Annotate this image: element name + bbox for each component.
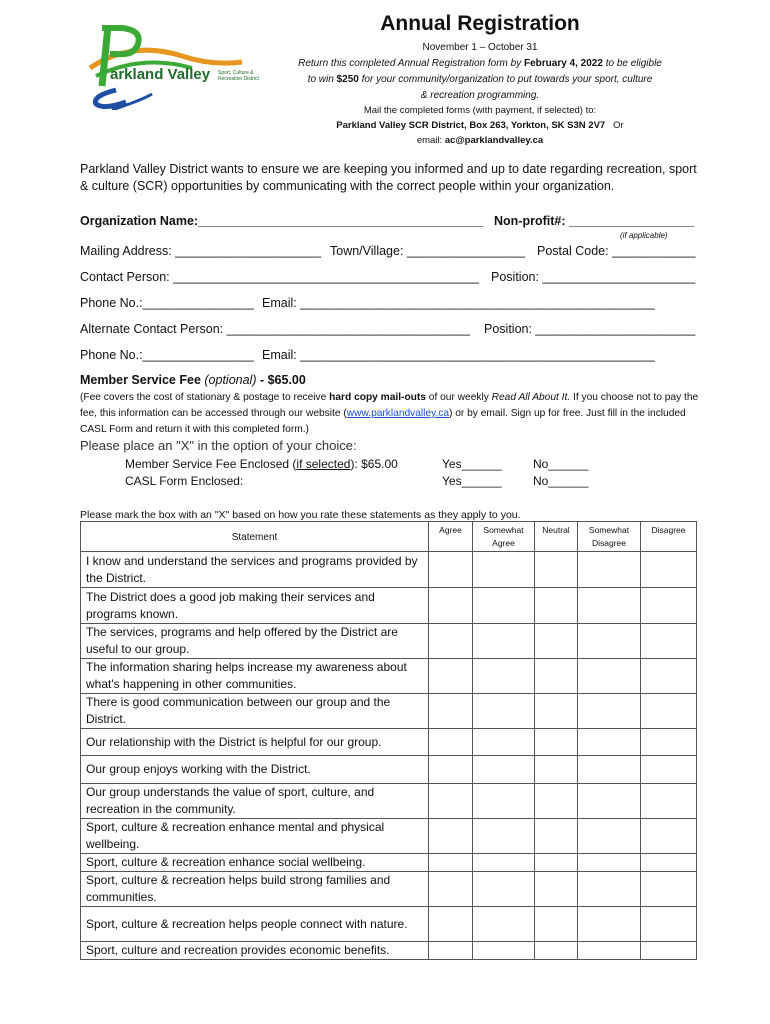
rating-box-somewhat-agree[interactable] [473,872,535,907]
rating-box-somewhat-agree[interactable] [473,819,535,854]
rating-box-neutral[interactable] [535,854,578,872]
rating-box-somewhat-disagree[interactable] [578,729,641,756]
rating-box-disagree[interactable] [641,756,697,784]
rating-box-agree[interactable] [429,756,473,784]
parkland-valley-logo [82,20,267,110]
registration-dates: November 1 – October 31 [422,42,538,53]
rating-box-disagree[interactable] [641,552,697,588]
statement-cell: The District does a good job making their services and programs known. [81,588,429,624]
rating-instructions: Please mark the box with an "X" based on how you rate these statements as they apply to you. [80,509,521,521]
rating-box-disagree[interactable] [641,872,697,907]
rating-box-neutral[interactable] [535,694,578,729]
statement-cell: There is good communication between our group and the District. [81,694,429,729]
rating-box-neutral[interactable] [535,942,578,960]
rating-box-neutral[interactable] [535,907,578,942]
rating-box-neutral[interactable] [535,552,578,588]
website-link[interactable]: www.parklandvalley.ca [346,408,450,419]
rating-box-somewhat-disagree[interactable] [578,552,641,588]
email-field[interactable]: Email: ___________________________________________________ [262,296,655,310]
table-row [81,588,697,624]
casl-option-label: CASL Form Enclosed: [125,474,244,488]
if-applicable-note: (if applicable) [620,231,668,240]
table-row [81,784,697,819]
choice-prompt: Please place an "X" in the option of your choice: [80,438,357,453]
table-row [81,729,697,756]
rating-box-somewhat-disagree[interactable] [578,756,641,784]
rating-box-neutral[interactable] [535,819,578,854]
casl-no[interactable]: No______ [533,474,589,488]
rating-box-disagree[interactable] [641,624,697,659]
rating-box-agree[interactable] [429,659,473,694]
header-somewhat-agree: Somewhat Agree [473,522,535,552]
rating-box-somewhat-agree[interactable] [473,552,535,588]
rating-box-neutral[interactable] [535,729,578,756]
rating-box-agree[interactable] [429,552,473,588]
table-row [81,659,697,694]
table-row [81,907,697,942]
rating-box-somewhat-agree[interactable] [473,729,535,756]
rating-box-disagree[interactable] [641,659,697,694]
phone-field[interactable]: Phone No.:________________ [80,296,254,310]
rating-box-somewhat-agree[interactable] [473,659,535,694]
header-somewhat-disagree: Somewhat Disagree [578,522,641,552]
statement-cell: Our group understands the value of sport, culture, and recreation in the community. [81,784,429,819]
table-row [81,819,697,854]
rating-box-somewhat-agree[interactable] [473,624,535,659]
rating-box-somewhat-disagree[interactable] [578,819,641,854]
rating-box-agree[interactable] [429,819,473,854]
rating-box-disagree[interactable] [641,588,697,624]
nonprofit-field[interactable]: Non-profit#: __________________ [494,214,695,228]
rating-box-somewhat-disagree[interactable] [578,588,641,624]
town-village-field[interactable]: Town/Village: _________________ [330,244,526,258]
rating-box-disagree[interactable] [641,694,697,729]
rating-box-neutral[interactable] [535,756,578,784]
rating-box-agree[interactable] [429,942,473,960]
page-title: Annual Registration [380,12,580,35]
rating-box-agree[interactable] [429,624,473,659]
rating-box-somewhat-agree[interactable] [473,907,535,942]
rating-box-agree[interactable] [429,729,473,756]
rating-rows [81,552,697,960]
logo-tagline: Sport, Culture & Recreation District [218,70,259,82]
alternate-position-field[interactable]: Position: _______________________ [484,322,696,336]
header-agree: Agree [429,522,473,552]
statement-cell: Our group enjoys working with the District. [81,756,429,784]
eligibility-line-3: & recreation programming. [420,90,540,101]
statement-cell: I know and understand the services and programs provided by the District. [81,552,429,588]
rating-box-agree[interactable] [429,872,473,907]
statement-cell: Our relationship with the District is helpful for our group. [81,729,429,756]
rating-box-agree[interactable] [429,907,473,942]
mail-instruction: Mail the completed forms (with payment, if selected) to: [363,105,597,116]
rating-box-neutral[interactable] [535,588,578,624]
rating-box-somewhat-agree[interactable] [473,784,535,819]
rating-box-somewhat-agree[interactable] [473,588,535,624]
alternate-contact-field[interactable]: Alternate Contact Person: ___________________________________ [80,322,470,336]
rating-box-somewhat-disagree[interactable] [578,659,641,694]
rating-box-somewhat-disagree[interactable] [578,907,641,942]
rating-box-disagree[interactable] [641,819,697,854]
contact-email: email: ac@parklandvalley.ca [416,135,544,146]
rating-box-somewhat-agree[interactable] [473,854,535,872]
alternate-email-field[interactable]: Email: ___________________________________________________ [262,348,655,362]
rating-box-disagree[interactable] [641,784,697,819]
rating-header-row [81,522,697,552]
rating-box-somewhat-agree[interactable] [473,694,535,729]
table-row [81,552,697,588]
rating-box-somewhat-disagree[interactable] [578,694,641,729]
position-field[interactable]: Position: ______________________ [491,270,696,284]
rating-box-neutral[interactable] [535,784,578,819]
statement-cell: The services, programs and help offered by the District are useful to our group. [81,624,429,659]
statement-cell: Sport, culture & recreation enhance social wellbeing. [81,854,429,872]
eligibility-line-2: to win $250 for your community/organization to put towards your sport, culture [307,74,653,85]
rating-box-agree[interactable] [429,784,473,819]
logo-graphic [82,20,267,110]
rating-box-somewhat-disagree[interactable] [578,624,641,659]
member-fee-title: Member Service Fee (optional) - $65.00 [80,373,306,387]
mailing-address: Parkland Valley SCR District, Box 263, Yorkton, SK S3N 2V7 Or [336,120,624,131]
casl-yes[interactable]: Yes______ [442,474,502,488]
rating-box-somewhat-agree[interactable] [473,942,535,960]
table-row [81,624,697,659]
eligibility-line-1: Return this completed Annual Registration form by February 4, 2022 to be eligible [298,58,662,69]
alternate-phone-field[interactable]: Phone No.:________________ [80,348,254,362]
rating-box-somewhat-agree[interactable] [473,756,535,784]
postal-code-field[interactable]: Postal Code: ____________ [537,244,696,258]
statement-cell: The information sharing helps increase my awareness about what's happening in other communities. [81,659,429,694]
member-fee-yes[interactable]: Yes______ [442,457,502,471]
rating-box-neutral[interactable] [535,872,578,907]
member-fee-option-label: Member Service Fee Enclosed (if selected): $65.00 [125,457,398,471]
table-row [81,854,697,872]
rating-box-neutral[interactable] [535,624,578,659]
header-neutral: Neutral [535,522,578,552]
rating-box-disagree[interactable] [641,907,697,942]
header-statement: Statement [81,522,429,552]
rating-box-somewhat-disagree[interactable] [578,872,641,907]
rating-box-agree[interactable] [429,588,473,624]
rating-box-disagree[interactable] [641,729,697,756]
logo-text: arkland Valley [110,66,211,83]
member-fee-no[interactable]: No______ [533,457,589,471]
table-row [81,756,697,784]
email-link[interactable]: ac@parklandvalley.ca [444,135,544,146]
statement-cell: Sport, culture & recreation helps build strong families and communities. [81,872,429,907]
rating-box-agree[interactable] [429,854,473,872]
rating-box-somewhat-disagree[interactable] [578,784,641,819]
rating-box-disagree[interactable] [641,942,697,960]
intro-paragraph: Parkland Valley District wants to ensure we are keeping you informed and up to date regarding recreation, sport & culture (SCR) opportunities by communicating with the correct people within your organization. [80,162,697,193]
table-row [81,872,697,907]
member-fee-description: (Fee covers the cost of stationary & postage to receive hard copy mail-outs of our weekly Read All About It. If you choose not to pay the fee, this information can be accessed through our website (www.parklandvalley.ca) or by email. Sign up for free. Just fill in the included CASL Form and return it with this completed form.) [80,392,699,435]
rating-box-somewhat-disagree[interactable] [578,942,641,960]
rating-box-neutral[interactable] [535,659,578,694]
table-row [81,694,697,729]
contact-person-field[interactable]: Contact Person: ____________________________________________ [80,270,479,284]
org-name-field[interactable]: Organization Name:_________________________________________ [80,214,484,228]
header-disagree: Disagree [641,522,697,552]
rating-box-agree[interactable] [429,694,473,729]
table-row [81,942,697,960]
mailing-address-field[interactable]: Mailing Address: _____________________ [80,244,322,258]
statement-cell: Sport, culture and recreation provides economic benefits. [81,942,429,960]
statement-cell: Sport, culture & recreation helps people connect with nature. [81,907,429,942]
rating-box-somewhat-disagree[interactable] [578,854,641,872]
rating-box-disagree[interactable] [641,854,697,872]
statement-cell: Sport, culture & recreation enhance mental and physical wellbeing. [81,819,429,854]
rating-table [80,521,697,960]
